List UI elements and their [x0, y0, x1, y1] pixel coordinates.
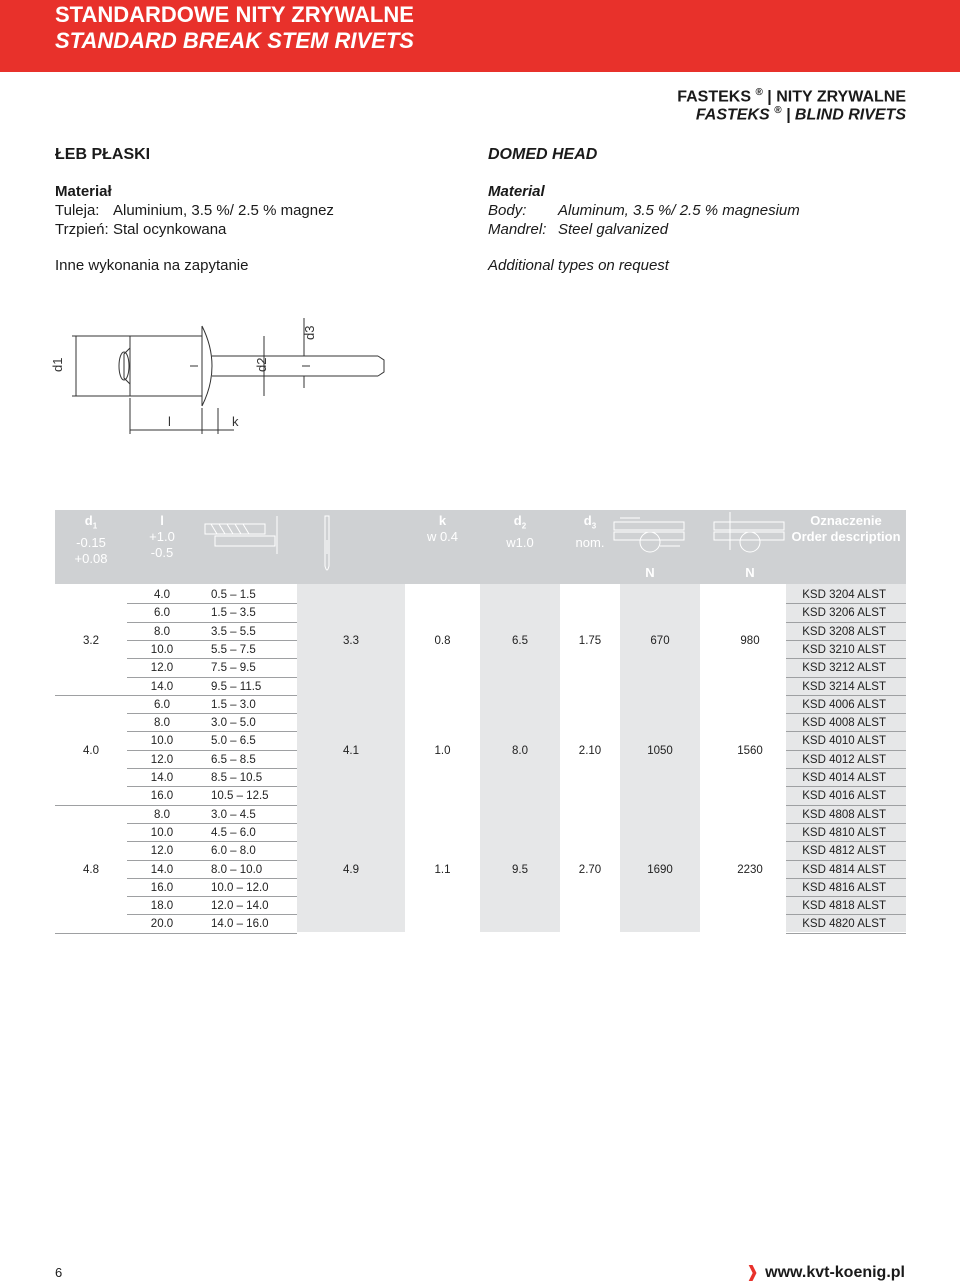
length-cell: 8.0 [154, 808, 170, 821]
body-label: Body: [488, 202, 527, 219]
length-cell: 20.0 [150, 918, 174, 931]
mandrel-material-row [488, 220, 908, 239]
k-label: k [232, 414, 239, 429]
table-body [55, 584, 906, 932]
d1-cell: 3.2 [83, 634, 99, 647]
section-title: ŁEB PŁASKI [55, 146, 151, 163]
body-material-row [55, 201, 455, 220]
d2-label: d2 [254, 357, 269, 372]
brand-line-polish [677, 87, 906, 106]
length-cell: 4.0 [154, 589, 170, 601]
mandrel-value: Stal ocynkowana [113, 221, 227, 238]
shear-strength-cell: 1690 [647, 863, 673, 876]
grip-range-cell: 14.0 – 16.0 [211, 918, 269, 931]
d1-label: d1 [50, 357, 65, 372]
body-material-row [488, 201, 908, 220]
order-code-cell: KSD 3214 ALST [802, 680, 886, 693]
rivet-technical-drawing [52, 318, 392, 438]
body-value: Aluminium, 3.5 %/ 2.5 % magnez [113, 202, 334, 219]
length-cell: 16.0 [150, 790, 174, 803]
table-header [55, 510, 906, 584]
header-d1: $d_1$ -0.15 +0.08 [74, 513, 108, 566]
d2-value-cell: 1.0 [434, 744, 451, 757]
length-cell: 14.0 [150, 772, 174, 784]
order-code-cell: KSD 4818 ALST [802, 900, 886, 913]
length-cell: 10.0 [150, 735, 174, 748]
order-code-cell: KSD 3204 ALST [802, 589, 886, 601]
material-heading: Materiał [55, 183, 112, 200]
brand-category: | BLIND RIVETS [781, 106, 906, 124]
header-order-description: Oznaczenie Order description [791, 513, 901, 544]
title-polish: STANDARDOWE NITY ZRYWALNE [55, 2, 414, 27]
grip-range-cell: 1.5 – 3.5 [211, 607, 256, 620]
length-cell: 12.0 [150, 662, 174, 675]
order-code-cell: KSD 4012 ALST [802, 753, 886, 766]
body-label: Tuleja: [55, 202, 100, 219]
material-info-polish [55, 146, 455, 275]
grip-range-cell: 3.0 – 5.0 [211, 717, 256, 730]
length-cell: 8.0 [154, 717, 170, 730]
grip-range-cell: 3.5 – 5.5 [211, 625, 256, 638]
grip-range-cell: 10.5 – 12.5 [211, 790, 269, 803]
rivet-spec-table [55, 510, 906, 932]
d1-cell: 4.0 [83, 744, 99, 757]
header-length: l +1.0 -0.5 [149, 513, 175, 560]
header-d2: $d_2$ w1.0 [506, 513, 534, 550]
k-value-cell: 4.9 [343, 863, 359, 876]
d3-nominal-cell: 2.70 [578, 863, 602, 876]
mandrel-label: Mandrel: [488, 221, 547, 238]
grip-range-cell: 1.5 – 3.0 [211, 698, 256, 711]
length-cell: 12.0 [150, 753, 174, 766]
d2-value-cell: 1.1 [434, 863, 451, 876]
row-divider [786, 933, 906, 934]
grip-range-cell: 9.5 – 11.5 [211, 680, 262, 693]
chevron-icon: ❱ [745, 1264, 760, 1281]
grip-range-cell: 3.0 – 4.5 [211, 808, 256, 821]
grip-range-cell: 12.0 – 14.0 [211, 900, 269, 913]
header-shear-strength: N [600, 510, 700, 584]
order-code-cell: KSD 4014 ALST [802, 772, 886, 784]
d3-value-cell: 9.5 [512, 863, 528, 876]
order-code-cell: KSD 4820 ALST [802, 918, 886, 931]
length-cell: 6.0 [154, 607, 170, 620]
d3-nominal-cell: 2.10 [578, 744, 602, 757]
website-link[interactable] [746, 1262, 905, 1282]
grip-range-cell: 4.5 – 6.0 [211, 826, 256, 839]
mandrel-material-row [55, 220, 455, 239]
tensile-strength-cell: 1560 [737, 744, 763, 757]
grip-range-cell: 0.5 – 1.5 [211, 589, 256, 601]
length-cell: 8.0 [154, 625, 170, 638]
length-cell: 10.0 [150, 643, 174, 656]
title-banner [0, 0, 960, 72]
brand-category: | NITY ZRYWALNE [762, 88, 906, 106]
length-cell: 10.0 [150, 826, 174, 839]
grip-range-cell: 6.0 – 8.0 [211, 845, 256, 858]
grip-range-cell: 7.5 – 9.5 [211, 662, 256, 675]
length-cell: 14.0 [150, 680, 174, 693]
shear-strength-cell: 670 [650, 634, 670, 647]
mandrel-value: Steel galvanized [558, 221, 669, 238]
length-cell: 18.0 [150, 900, 174, 913]
grip-range-cell: 5.5 – 7.5 [211, 643, 256, 656]
order-code-cell: KSD 4810 ALST [802, 826, 886, 839]
d3-value-cell: 6.5 [512, 634, 528, 647]
section-title: DOMED HEAD [488, 146, 598, 163]
header-mandrel-icon [297, 510, 405, 584]
order-code-cell: KSD 4808 ALST [802, 808, 886, 821]
header-d3: $d_3$ nom. [575, 513, 605, 550]
d1-cell: 4.8 [83, 863, 99, 876]
brand-name: FASTEKS [677, 88, 752, 106]
additional-note: Inne wykonania na zapytanie [55, 257, 249, 274]
group-divider [55, 805, 127, 806]
registered-mark: ® [755, 87, 763, 98]
grip-range-cell: 5.0 – 6.5 [211, 735, 256, 748]
order-code-cell: KSD 3206 ALST [802, 607, 886, 620]
order-code-cell: KSD 3210 ALST [802, 643, 886, 656]
order-code-cell: KSD 4006 ALST [802, 698, 886, 711]
mandrel-label: Trzpień: [55, 221, 109, 238]
length-cell: 6.0 [154, 698, 170, 711]
material-info-english [488, 146, 908, 275]
tensile-force-icon [700, 510, 800, 564]
order-code-cell: KSD 3212 ALST [802, 662, 886, 675]
body-value: Aluminum, 3.5 %/ 2.5 % magnesium [558, 202, 800, 219]
l-label: l [168, 414, 171, 429]
length-cell: 16.0 [150, 881, 174, 894]
tensile-strength-cell: 2230 [737, 863, 763, 876]
header-k: k w 0.4 [426, 513, 459, 544]
order-code-cell: KSD 4016 ALST [802, 790, 886, 803]
material-heading: Material [488, 183, 545, 200]
registered-mark: ® [774, 105, 782, 116]
row-divider [127, 933, 297, 934]
additional-note: Additional types on request [488, 257, 669, 274]
page-number: 6 [55, 1265, 63, 1280]
tensile-strength-cell: 980 [740, 634, 760, 647]
brand-name: FASTEKS [695, 106, 770, 124]
order-code-cell: KSD 3208 ALST [802, 625, 886, 638]
d3-nominal-cell: 1.75 [578, 634, 602, 647]
order-code-cell: KSD 4816 ALST [802, 881, 886, 894]
grip-range-cell: 6.5 – 8.5 [211, 753, 256, 766]
shear-strength-cell: 1050 [647, 744, 673, 757]
order-code-cell: KSD 4010 ALST [802, 735, 886, 748]
header-tensile-strength: N [700, 510, 800, 584]
shear-force-icon [600, 510, 700, 564]
group-divider [55, 933, 127, 934]
order-code-cell: KSD 4814 ALST [802, 863, 886, 876]
brand-line-english [696, 105, 906, 124]
header-grip-range-icon [197, 510, 297, 584]
order-code-cell: KSD 4812 ALST [802, 845, 886, 858]
order-code-cell: KSD 4008 ALST [802, 717, 886, 730]
grip-range-cell: 8.0 – 10.0 [211, 863, 263, 876]
website-text: www.kvt-koenig.pl [765, 1264, 905, 1281]
grip-range-cell: 10.0 – 12.0 [211, 881, 269, 894]
k-value-cell: 4.1 [343, 744, 359, 757]
title-english: STANDARD BREAK STEM RIVETS [55, 28, 414, 53]
d3-label: d3 [302, 325, 317, 340]
length-cell: 12.0 [150, 845, 174, 858]
k-value-cell: 3.3 [343, 634, 359, 647]
group-divider [55, 695, 127, 696]
length-cell: 14.0 [150, 863, 174, 876]
d3-value-cell: 8.0 [512, 744, 528, 757]
d2-value-cell: 0.8 [434, 634, 451, 647]
grip-range-cell: 8.5 – 10.5 [211, 772, 263, 784]
